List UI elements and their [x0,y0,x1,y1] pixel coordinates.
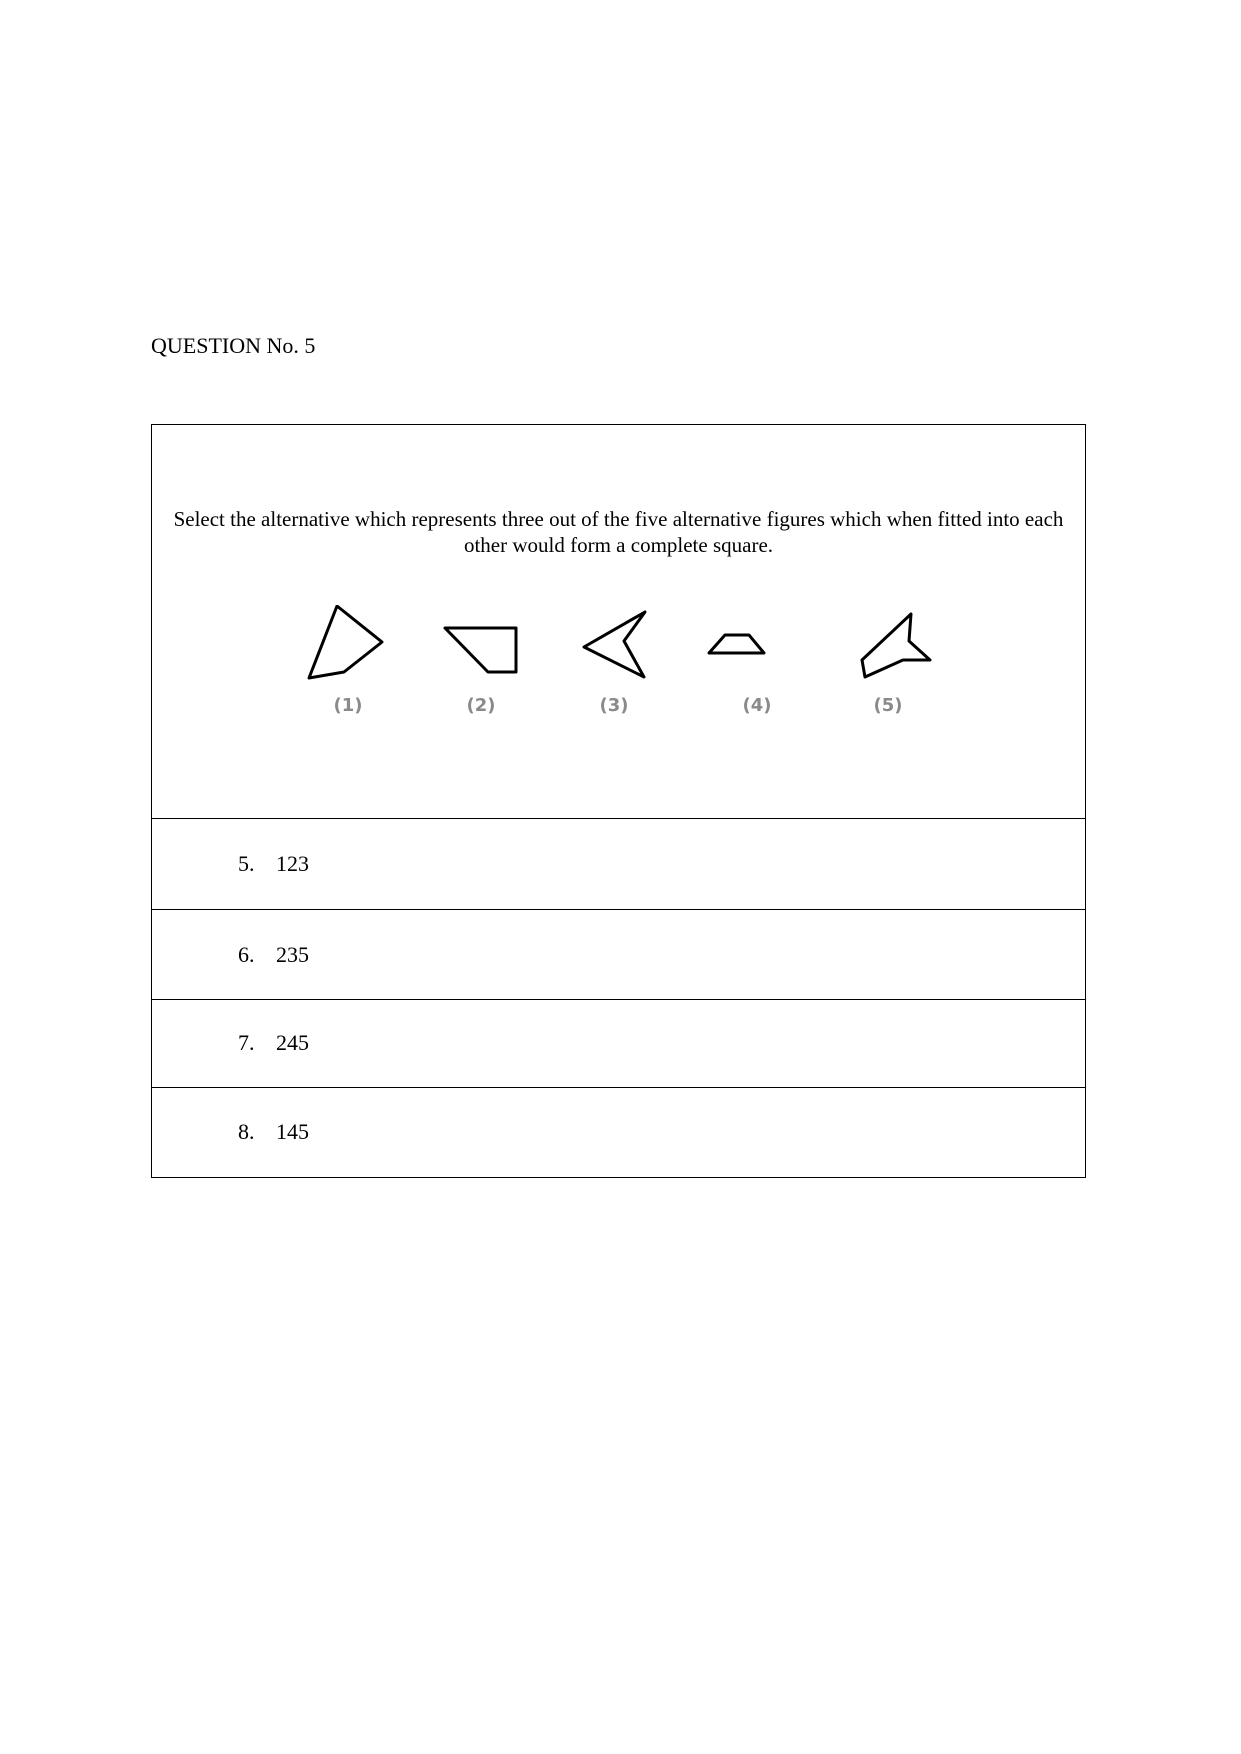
option-number: 6. [238,942,255,967]
option-value: 245 [276,1030,309,1055]
question-text: Select the alternative which represents three out of the five alternative figures which when fitted into each other would form a complete square. [173,507,1064,557]
figure-3-label: (3) [599,695,629,716]
figure-5-shape [862,614,930,677]
option-value: 235 [276,942,309,967]
question-table [151,424,1086,1178]
figure-3-shape [584,612,645,677]
figure-2-label: (2) [466,695,496,716]
alternative-figures [152,605,1087,725]
option-row-5[interactable] [152,819,1085,910]
figure-4-label: (4) [742,695,772,716]
option-number: 8. [238,1119,255,1144]
question-heading: QUESTION No. 5 [151,333,316,358]
option-row-7[interactable] [152,1000,1085,1088]
option-value: 145 [276,1119,309,1144]
option-number: 7. [238,1030,255,1055]
figure-1-label: (1) [333,695,363,716]
option-row-6[interactable] [152,910,1085,1000]
question-cell [152,425,1085,819]
figure-2-shape [445,628,516,672]
option-row-8[interactable] [152,1088,1085,1177]
figure-5-label: (5) [873,695,903,716]
figure-4-shape [709,635,764,653]
figure-1-shape [309,606,382,678]
option-value: 123 [276,851,309,876]
option-number: 5. [238,851,255,876]
